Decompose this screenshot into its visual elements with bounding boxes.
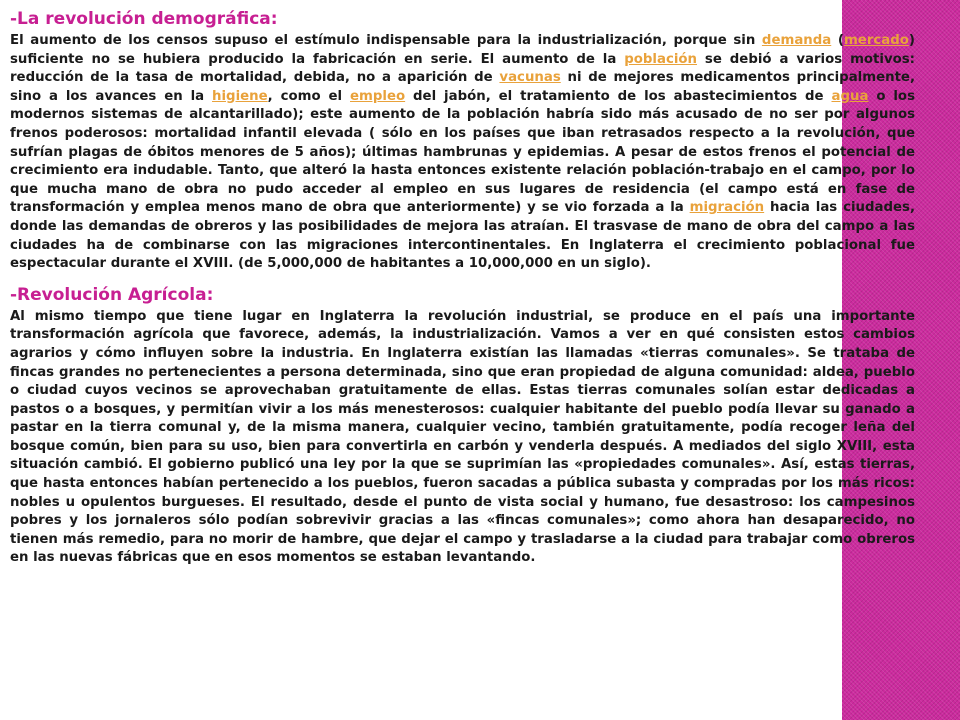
text-segment: , como el: [267, 88, 351, 104]
text-segment: del jabón, el tratamiento de los abastecimientos de: [405, 88, 832, 104]
link-demanda[interactable]: demanda: [761, 33, 832, 48]
link-vacunas[interactable]: vacunas: [499, 70, 561, 86]
section-title-agricola: -Revolución Agrícola:: [10, 284, 214, 305]
text-segment: hacia las ciudades, donde las demandas de obreros y las posibilidades de mejora las atraían. El trasvase de mano de obra del campo a las ciudades ha de combinarse con las migraciones intercontinentales. En Inglaterra el crecimiento poblacional fue espectacular durante el XVIII. (de 5,000,000 de habitantes a 10,000,000 en un siglo).: [10, 200, 915, 272]
link-mercado[interactable]: mercado: [843, 33, 909, 48]
link-migracion[interactable]: migración: [689, 200, 765, 216]
text-segment: o los modernos sistemas de alcantarillado); este aumento de la población habría sido más acusado de no ser por algunos frenos poderosos: mortalidad infantil elevada ( sólo en los países que iban retrasados respecto a la revolución, que sufrían plagas de óbitos menores de 5 años); últimas hambrunas y epidemias. A pesar de estos frenos el potencial de crecimiento era indudable. Tanto, que alteró la hasta entonces existente relación población-trabajo en el campo, por lo que mucha mano de obra no pudo acceder al empleo en sus lugares de residencia (el campo está en fase de transformación y emplea menos mano de obra que anteriormente) y se vio forzada a la: [10, 88, 915, 216]
paragraph-demografica: [10, 32, 915, 274]
link-poblacion[interactable]: población: [624, 51, 698, 67]
text-segment: El aumento de los censos supuso el estímulo indispensable para la industrialización, porque sin: [10, 33, 762, 48]
paragraph-agricola: Al mismo tiempo que tiene lugar en Inglaterra la revolución industrial, se produce en el país una importante transformación agrícola que favorece, además, la industrialización. Vamos a ver en qué consisten estos cambios agrarios y cómo influyen sobre la industria. En Inglaterra existían las llamadas «tierras comunales». Se trataba de fincas grandes no pertenecientes a persona determinada, sino que eran propiedad de alguna comunidad: aldea, pueblo o ciudad cuyos vecinos se aprovechaban gratuitamente de ellas. Estas tierras comunales solían estar dedicadas a pastos o a bosques, y permitían vivir a los más menesterosos: cualquier habitante del pueblo podía llevar su ganado a pastar en la tierra comunal y, de la misma manera, cualquier vecino, también gratuitamente, podía recoger leña del bosque común, bien para su uso, bien para convertirla en carbón y venderla después. A mediados del siglo XVIII, esta situación cambió. El gobierno publicó una ley por la que se suprimían las «propiedades comunales». Así, estas tierras, que hasta entonces habían pertenecido a los pueblos, fueron sacadas a pública subasta y compradas por los más ricos: nobles u opulentos burgueses. El resultado, desde el punto de vista social y humano, fue desastroso: los campesinos pobres y los jornaleros sólo podían sobrevivir gracias a las «fincas comunales»; como ahora han desaparecido, no tienen más remedio, para no morir de hambre, que dejar el campo y trasladarse a la ciudad para trabajar como obreros en las nuevas fábricas que en esos momentos se estaban levantando.: [10, 308, 915, 566]
section-title-demografica: -La revolución demográfica:: [10, 9, 278, 29]
link-agua[interactable]: agua: [831, 88, 869, 104]
text-segment: se debió a varios motivos: reducción de la tasa de mortalidad, debida, no a aparición de: [10, 51, 916, 86]
text-segment: ) suficiente no se hubiera producido la fabricación en serie. El aumento de la: [10, 33, 915, 67]
text-segment: (: [831, 33, 844, 48]
text-segment: ni de mejores medicamentos principalmente, sino a los avances en la: [10, 70, 915, 104]
link-empleo[interactable]: empleo: [350, 88, 406, 104]
slide-content: [10, 6, 915, 568]
link-higiene[interactable]: higiene: [212, 88, 268, 104]
